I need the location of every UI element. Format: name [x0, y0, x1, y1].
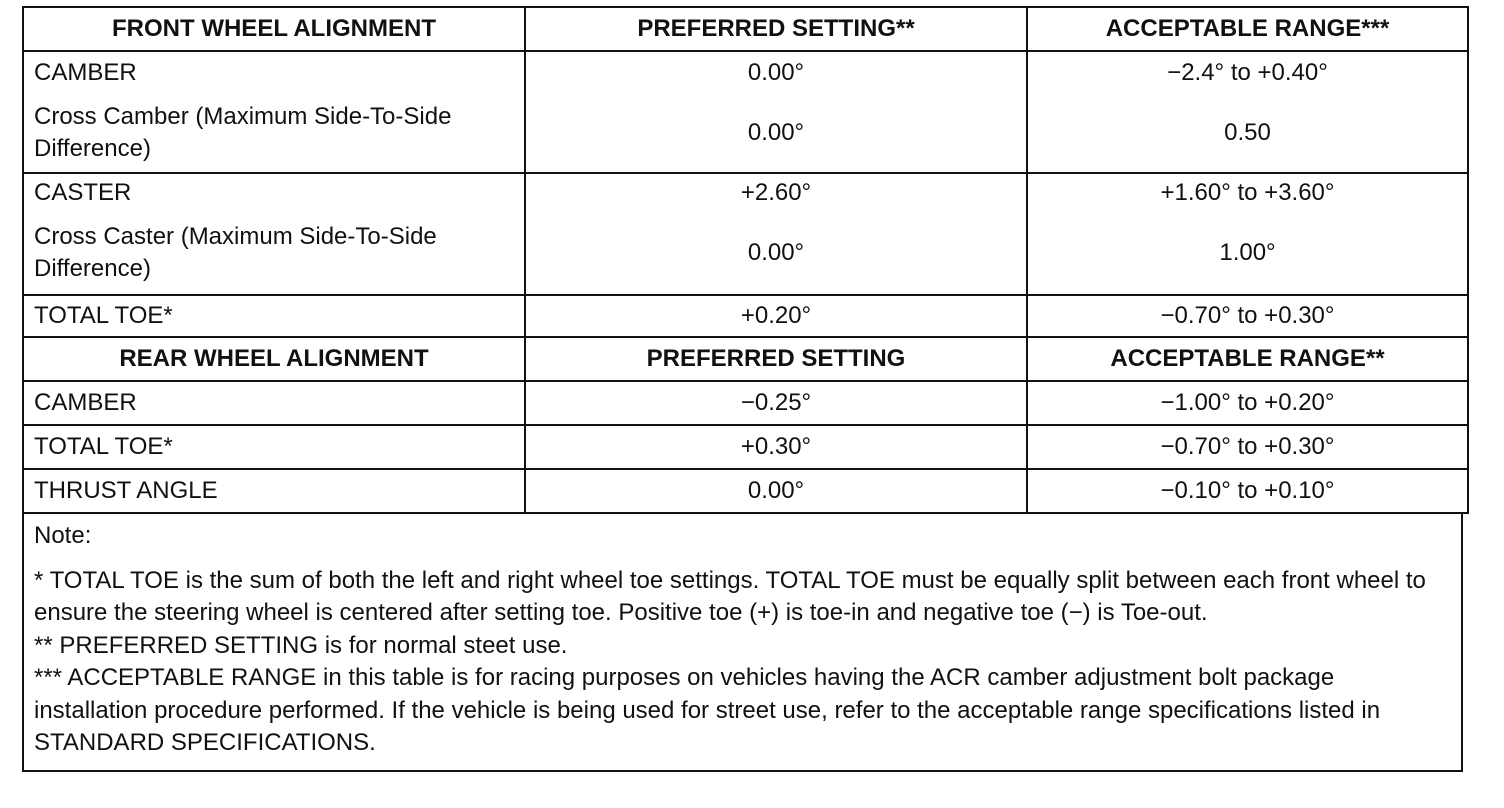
- row-preferred: +0.30°: [525, 425, 1027, 469]
- row-preferred: 0.00°: [525, 94, 1027, 173]
- alignment-spec-sheet: [22, 6, 1467, 772]
- front-header-row: [23, 7, 1468, 51]
- row-range: 1.00°: [1027, 212, 1468, 295]
- row-parameter: CAMBER: [23, 51, 525, 94]
- table-row: [23, 94, 1468, 173]
- row-range: −1.00° to +0.20°: [1027, 381, 1468, 425]
- row-preferred: +0.20°: [525, 295, 1027, 337]
- row-range: −2.4° to +0.40°: [1027, 51, 1468, 94]
- row-parameter: CASTER: [23, 173, 525, 212]
- front-header-range: ACCEPTABLE RANGE***: [1027, 7, 1468, 51]
- row-parameter: TOTAL TOE*: [23, 425, 525, 469]
- alignment-spec-table: [22, 6, 1469, 514]
- row-range: −0.10° to +0.10°: [1027, 469, 1468, 513]
- table-row: [23, 212, 1468, 295]
- row-preferred: −0.25°: [525, 381, 1027, 425]
- row-range: −0.70° to +0.30°: [1027, 425, 1468, 469]
- note-total-toe: * TOTAL TOE is the sum of both the left and right wheel toe settings. TOTAL TOE must be equally split between each front wheel to ensure the steering wheel is centered after setting toe. Positive toe (+) is toe-in and negative toe (−) is Toe-out.: [34, 566, 1426, 626]
- row-parameter: CAMBER: [23, 381, 525, 425]
- notes-heading: Note:: [34, 522, 92, 549]
- table-row: [23, 295, 1468, 337]
- row-parameter: Cross Camber (Maximum Side-To-Side Difference): [23, 94, 525, 173]
- row-parameter: THRUST ANGLE: [23, 469, 525, 513]
- note-preferred-setting: ** PREFERRED SETTING is for normal steet use.: [34, 631, 568, 659]
- table-row: [23, 469, 1468, 513]
- row-parameter: Cross Caster (Maximum Side-To-Side Difference): [23, 212, 525, 295]
- rear-header-row: [23, 337, 1468, 381]
- row-preferred: 0.00°: [525, 212, 1027, 295]
- row-range: 0.50: [1027, 94, 1468, 173]
- rear-header-parameter: REAR WHEEL ALIGNMENT: [23, 337, 525, 381]
- row-preferred: +2.60°: [525, 173, 1027, 212]
- note-acceptable-range: *** ACCEPTABLE RANGE in this table is for racing purposes on vehicles having the ACR camber adjustment bolt package installation procedure performed. If the vehicle is being used for street use, refer to the acceptable range specifications listed in STANDARD SPECIFICATIONS.: [34, 664, 1381, 756]
- table-row: [23, 425, 1468, 469]
- front-header-parameter: FRONT WHEEL ALIGNMENT: [23, 7, 525, 51]
- row-preferred: 0.00°: [525, 469, 1027, 513]
- table-row: [23, 173, 1468, 212]
- row-range: +1.60° to +3.60°: [1027, 173, 1468, 212]
- table-row: [23, 381, 1468, 425]
- rear-header-preferred: PREFERRED SETTING: [525, 337, 1027, 381]
- front-header-preferred: PREFERRED SETTING**: [525, 7, 1027, 51]
- notes-box: [22, 514, 1463, 772]
- row-range: −0.70° to +0.30°: [1027, 295, 1468, 337]
- row-preferred: 0.00°: [525, 51, 1027, 94]
- rear-header-range: ACCEPTABLE RANGE**: [1027, 337, 1468, 381]
- row-parameter: TOTAL TOE*: [23, 295, 525, 337]
- table-row: [23, 51, 1468, 94]
